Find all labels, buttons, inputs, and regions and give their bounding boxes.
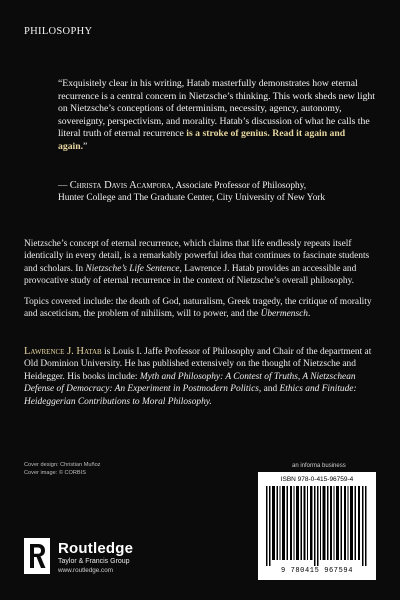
praise-attribution xyxy=(58,180,378,205)
publisher-url: www.routledge.com xyxy=(58,567,113,574)
bio-text-b: and xyxy=(261,384,280,395)
author-bio xyxy=(24,346,376,408)
praise-quote xyxy=(58,78,376,154)
description-p2-a: Topics covered include: the death of God, naturalism, Greek tragedy, the critique of morality and asceticism, the problem of nihilism, will to power, and the xyxy=(24,296,372,320)
description-paragraph-2 xyxy=(24,296,376,321)
routledge-logo-icon xyxy=(24,538,50,574)
barcode-digits: 9 780415 967594 xyxy=(280,567,353,575)
attribution-title: , Associate Professor of Philosophy, xyxy=(171,181,307,191)
book-description xyxy=(24,238,376,328)
author-name: Lawrence J. Hatab xyxy=(24,346,102,357)
barcode-icon xyxy=(266,486,368,566)
attribution-dash: — xyxy=(58,181,70,191)
bio-text-a: is Louis I. Jaffe Professor of Philosophy and Chair of the department at Old Dominion University. He has published extensively on the thought of Nietzsche and Heidegger. His books include: xyxy=(24,347,372,382)
bio-book-list-1: Myth and Philosophy: A Contest of Truths, A Nietzschean Defense of Democracy: An Experiment in Postmodern Politics, xyxy=(24,371,356,395)
description-term: Übermensch xyxy=(260,309,308,320)
isbn-barcode xyxy=(258,472,376,580)
cover-image-credit: Cover image: © CORBIS xyxy=(24,469,86,476)
cover-design-credit: Cover design: Christian Muñoz xyxy=(24,462,101,468)
description-p2-b: . xyxy=(307,309,311,320)
publisher-block xyxy=(24,538,204,578)
description-paragraph-1 xyxy=(24,238,376,288)
praise-quote-highlight: is a stroke of genius. Read it again and again. xyxy=(58,128,346,152)
description-p1-b: , Lawrence J. Hatab provides an accessible and provocative study of eternal recurrence in the context of Nietzsche’s overall philosophy. xyxy=(24,263,357,287)
attribution-name: Christa Davis Acampora xyxy=(69,180,172,191)
praise-quote-text xyxy=(58,78,376,154)
description-book-title: Nietzsche’s Life Sentence xyxy=(85,263,180,274)
praise-quote-lead: “Exquisitely clear in his writing, Hatab masterfully demonstrates how eternal recurrence is a central concern in Nietzsche’s thinking. This work sheds new light on Nietzsche’s conceptions of determinism, necessity, agency, autonomy, sovereignty, perspectivism, and morality. Hatab’s discussion of what he calls the literal truth of eternal recurrence xyxy=(58,78,375,140)
attribution-affiliation: Hunter College and The Graduate Center, City University of New York xyxy=(58,193,326,204)
cover-credits xyxy=(24,462,100,477)
informa-label: an informa business xyxy=(292,463,346,469)
publisher-group: Taylor & Francis Group xyxy=(58,558,130,565)
praise-quote-end: ” xyxy=(83,140,88,152)
bio-book-list-2: Ethics and Finitude: Heideggerian Contributions to Moral Philosophy. xyxy=(24,384,357,407)
description-p1-a: Nietzsche’s concept of eternal recurrence, which claims that life endlessly repeats itself identically in every detail, is a remarkably powerful idea that continues to fascinate students and scholars. In xyxy=(24,239,370,274)
isbn-label: ISBN 978-0-415-96759-4 xyxy=(280,476,354,483)
category-label: PHILOSOPHY xyxy=(24,26,93,37)
publisher-name: Routledge xyxy=(58,540,134,557)
